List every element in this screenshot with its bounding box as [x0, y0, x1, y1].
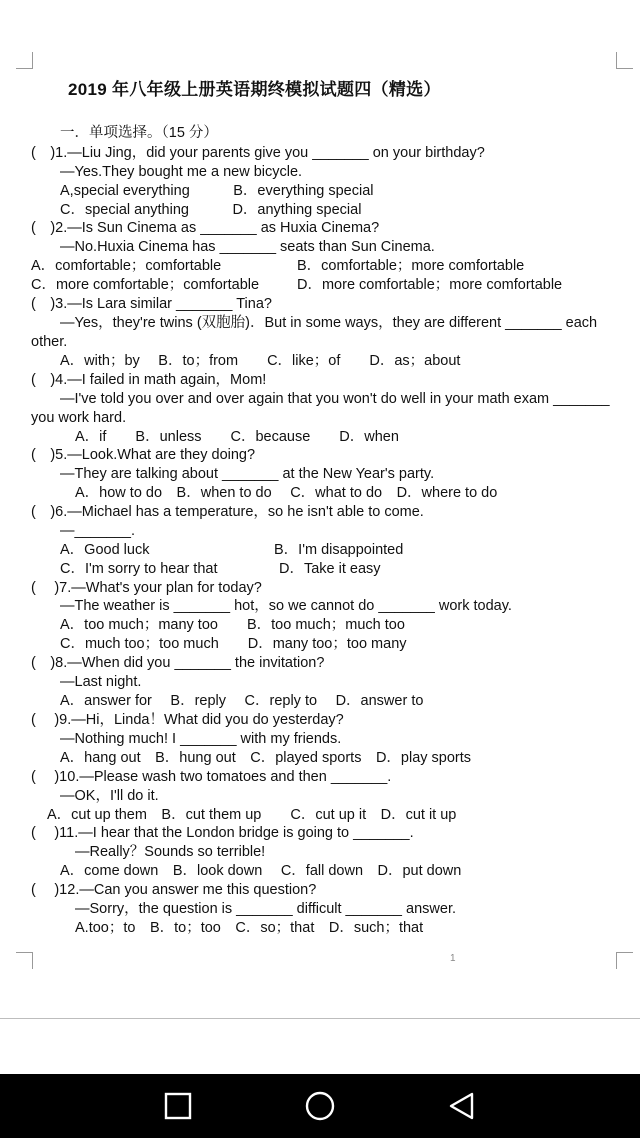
text-line: —Really？Sounds so terrible!	[75, 844, 266, 860]
android-nav-bar	[0, 1074, 640, 1138]
text-line: —Yes，they're twins (双胞胎)．But in some ways，they are different _______ each	[60, 315, 598, 331]
text-line: C．I'm sorry to hear that	[60, 561, 218, 577]
text-line: A.too；to B．to；too C．so；that D．such；that	[75, 920, 424, 936]
text-line: A．too much；many too B．too much；much too	[60, 617, 405, 633]
text-line: ( )3.—Is Lara similar _______ Tina?	[31, 296, 272, 312]
text-line: C．much too；too much D．many too；too many	[60, 636, 407, 652]
page-divider	[0, 1018, 640, 1019]
text-line: D．Take it easy	[279, 561, 381, 577]
page-number: 1	[450, 953, 456, 964]
text-line: A．with；by B．to；from C．like；of D．as；about	[60, 353, 461, 369]
text-line: ( )4.—I failed in math again，Mom!	[31, 372, 267, 388]
crop-mark-bottom-right	[616, 952, 633, 969]
square-icon	[164, 1092, 192, 1120]
text-line: A．cut up them B．cut them up C．cut up it D．cut it up	[47, 807, 457, 823]
text-line: ( )6.—Michael has a temperature，so he isn't able to come.	[31, 504, 424, 520]
text-line: A．hang out B．hung out C．played sports D．play sports	[60, 750, 472, 766]
text-line: ( )10.—Please wash two tomatoes and then _______.	[31, 769, 392, 785]
text-line: B．I'm disappointed	[274, 542, 404, 558]
text-line: A．Good luck	[60, 542, 150, 558]
text-line: —Sorry，the question is _______ difficult _______ answer.	[75, 901, 457, 917]
text-line: C．more comfortable；comfortable	[31, 277, 260, 293]
text-line: —No.Huxia Cinema has _______ seats than Sun Cinema.	[60, 239, 435, 255]
document-title: 2019 年八年级上册英语期终模拟试题四（精选）	[68, 80, 441, 99]
text-line: —I've told you over and over again that you won't do well in your math exam _______	[60, 391, 610, 407]
text-line: A．come down B．look down C．fall down D．put down	[60, 863, 462, 879]
text-line: 一．单项选择。（15 分）	[60, 125, 218, 141]
text-line: ( )7.—What's your plan for today?	[31, 580, 262, 596]
text-line: A,special everything B．everything special	[60, 183, 374, 199]
text-line: ( )11.—I hear that the London bridge is going to _______.	[31, 825, 414, 841]
text-line: —Nothing much! I _______ with my friends.	[60, 731, 342, 747]
text-line: B．comfortable；more comfortable	[297, 258, 525, 274]
recent-apps-button[interactable]	[162, 1090, 194, 1122]
text-line: ( )2.—Is Sun Cinema as _______ as Huxia Cinema?	[31, 220, 380, 236]
text-line: ( )5.—Look.What are they doing?	[31, 447, 256, 463]
text-line: ( )12.—Can you answer me this question?	[31, 882, 317, 898]
text-line: —The weather is _______ hot，so we cannot do _______ work today.	[60, 598, 512, 614]
text-line: ( )9.—Hi，Linda！What did you do yesterday?	[31, 712, 344, 728]
home-button[interactable]	[304, 1090, 336, 1122]
text-line: —Yes.They bought me a new bicycle.	[60, 164, 303, 180]
text-line: —OK，I'll do it.	[60, 788, 159, 804]
text-line: ( )1.—Liu Jing，did your parents give you _______ on your birthday?	[31, 145, 485, 161]
crop-mark-bottom-left	[16, 952, 33, 969]
text-line: other.	[31, 334, 68, 350]
text-line: A．if B．unless C．because D．when	[75, 429, 399, 445]
text-line: A．comfortable；comfortable	[31, 258, 222, 274]
circle-icon	[304, 1090, 336, 1122]
text-line: D．more comfortable；more comfortable	[297, 277, 563, 293]
back-button[interactable]	[446, 1090, 478, 1122]
crop-mark-top-left	[16, 52, 33, 69]
triangle-icon	[447, 1091, 477, 1121]
text-line: —They are talking about _______ at the New Year's party.	[60, 466, 435, 482]
text-line: A．answer for B．reply C．reply to D．answer to	[60, 693, 424, 709]
crop-mark-top-right	[616, 52, 633, 69]
text-line: —_______.	[60, 523, 135, 539]
text-line: ( )8.—When did you _______ the invitation?	[31, 655, 325, 671]
text-line: C．special anything D．anything special	[60, 202, 362, 218]
text-line: —Last night.	[60, 674, 142, 690]
text-line: A．how to do B．when to do C．what to do D．where to do	[75, 485, 498, 501]
text-line: you work hard.	[31, 410, 127, 426]
